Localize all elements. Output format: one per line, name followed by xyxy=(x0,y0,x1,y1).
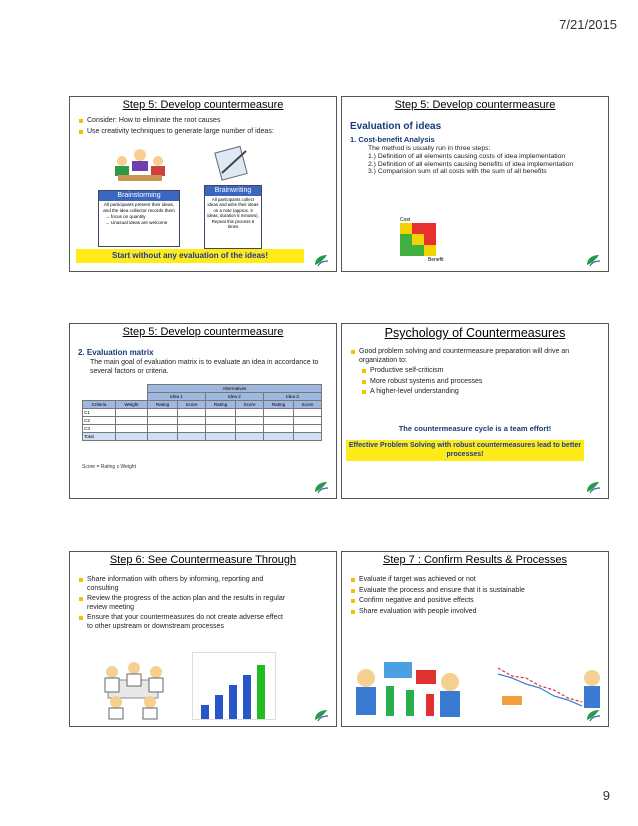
brainstorming-point: → Unusual ideas are welcome xyxy=(105,219,168,225)
idea-header: Idea 1 xyxy=(147,393,205,401)
bullet: Review the progress of the action plan and the results in regular review meeting xyxy=(78,595,288,612)
slide-subheading: 2. Evaluation matrix xyxy=(78,348,154,357)
column-header: Rating xyxy=(205,401,235,409)
slide-title: Step 7 : Confirm Results & Processes xyxy=(382,554,567,566)
slide-title: Step 5: Develop countermeasure xyxy=(122,99,284,111)
step-line: 2.) Definition of all elements causing benefits of idea implementation xyxy=(368,160,574,168)
confirm-results-illustration xyxy=(350,652,468,722)
company-logo-icon xyxy=(584,708,602,722)
company-logo-icon xyxy=(312,253,330,267)
column-header: Score xyxy=(178,401,206,409)
column-header: Rating xyxy=(147,401,177,409)
cost-benefit-matrix xyxy=(400,223,436,256)
step-line: 3.) Comparision sum of all costs with the sum of all benefits xyxy=(368,168,547,176)
slide-subheading: 1. Cost-benefit Analysis xyxy=(350,135,435,144)
sub-bullet: Productive self-criticism xyxy=(350,367,605,376)
axis-cost-label: Cost xyxy=(400,217,411,223)
table-row xyxy=(83,425,322,433)
criteria-cell: C2 xyxy=(83,417,116,425)
bullet: Use creativity techniques to generate large number of ideas: xyxy=(78,128,333,137)
bullet: Ensure that your countermeasures do not create adverse effect to other upstream or downstream processes xyxy=(78,614,288,631)
brainstorming-people-illustration xyxy=(110,147,170,183)
slide-2 xyxy=(341,96,609,272)
chart-bar xyxy=(215,695,223,719)
column-header: Criteria xyxy=(83,401,116,409)
idea-header: Idea 2 xyxy=(205,393,263,401)
brainstorming-box xyxy=(98,190,180,247)
writing-notepad-illustration xyxy=(212,143,252,183)
idea-header: Idea 3 xyxy=(263,393,321,401)
banner: Start without any evaluation of the ideas! xyxy=(76,249,304,263)
page-number: 9 xyxy=(602,788,610,803)
table-row-total xyxy=(83,433,322,441)
team-effort-text: The countermeasure cycle is a team effort! xyxy=(398,424,552,433)
column-header: Rating xyxy=(263,401,293,409)
chart-bar xyxy=(243,675,251,719)
brainstorming-label: Brainstorming xyxy=(99,191,179,201)
slide-5 xyxy=(69,551,337,727)
bullet: Good problem solving and countermeasure preparation will drive an organization to: xyxy=(350,348,605,365)
meeting-illustration xyxy=(94,654,174,720)
banner: Effective Problem Solving with robust countermeasures lead to better processes! xyxy=(346,440,584,461)
bullet: Evaluate if target was achieved or not xyxy=(350,576,605,585)
steps-list xyxy=(368,145,604,176)
bullet: Evaluate the process and ensure that it is sustainable xyxy=(350,587,605,596)
slide-heading: Evaluation of ideas xyxy=(350,121,442,132)
total-cell: Total xyxy=(83,433,116,441)
company-logo-icon xyxy=(584,480,602,494)
axis-benefit-label: Benefit xyxy=(428,257,444,263)
bullet: Consider: How to eliminate the root causes xyxy=(78,117,333,126)
alternatives-header: Alternatives xyxy=(147,385,321,393)
slide-title: Step 5: Develop countermeasure xyxy=(122,326,284,338)
column-header: Score xyxy=(294,401,322,409)
evaluation-matrix-table xyxy=(82,384,322,441)
company-logo-icon xyxy=(312,708,330,722)
chart-bar xyxy=(201,705,209,719)
brainwriting-box xyxy=(204,185,262,249)
brainwriting-text: All participants collect ideas and write their ideas on a note (approx. 3 ideas, duration 5 minutes). Repeat this process 6 times xyxy=(207,197,259,230)
brainstorming-point: → focus on quantity xyxy=(105,214,146,220)
bullet: Share information with others by informing, reporting and consulting xyxy=(78,576,288,593)
formula: Score = Rating x Weight xyxy=(82,464,136,470)
header-date: 7/21/2015 xyxy=(559,17,617,32)
step-line: 1.) Definition of all elements causing costs of idea implementation xyxy=(368,152,566,160)
slide-text: The main goal of evaluation matrix is to evaluate an idea in accordance to several factors or criteria. xyxy=(90,359,319,375)
criteria-cell: C3 xyxy=(83,425,116,433)
chart-bar xyxy=(229,685,237,719)
table-row xyxy=(83,417,322,425)
brainstorming-text: All participants present their ideas, and the idea collector records them xyxy=(103,202,175,213)
criteria-cell: C1 xyxy=(83,409,116,417)
sub-bullet: A higher-level understanding xyxy=(350,388,605,397)
bullet: Confirm negative and positive effects xyxy=(350,597,605,606)
chart-bar xyxy=(257,665,265,719)
slide-title: Step 5: Develop countermeasure xyxy=(394,99,556,111)
slide-3 xyxy=(69,323,337,499)
step-line: The method is usually run in three steps: xyxy=(368,145,491,152)
slide-title: Step 6: See Countermeasure Through xyxy=(109,554,297,566)
table-row xyxy=(83,409,322,417)
column-header: Score xyxy=(236,401,264,409)
bullet: Share evaluation with people involved xyxy=(350,608,605,617)
bar-chart-illustration xyxy=(192,652,276,720)
company-logo-icon xyxy=(584,253,602,267)
brainwriting-label: Brainwriting xyxy=(205,186,261,196)
slide-4 xyxy=(341,323,609,499)
slide-title: Psychology of Countermeasures xyxy=(384,326,566,340)
sub-bullet: More robust systems and processes xyxy=(350,378,605,387)
slide-1 xyxy=(69,96,337,272)
column-header: Weight xyxy=(116,401,148,409)
company-logo-icon xyxy=(312,480,330,494)
slide-6 xyxy=(341,551,609,727)
